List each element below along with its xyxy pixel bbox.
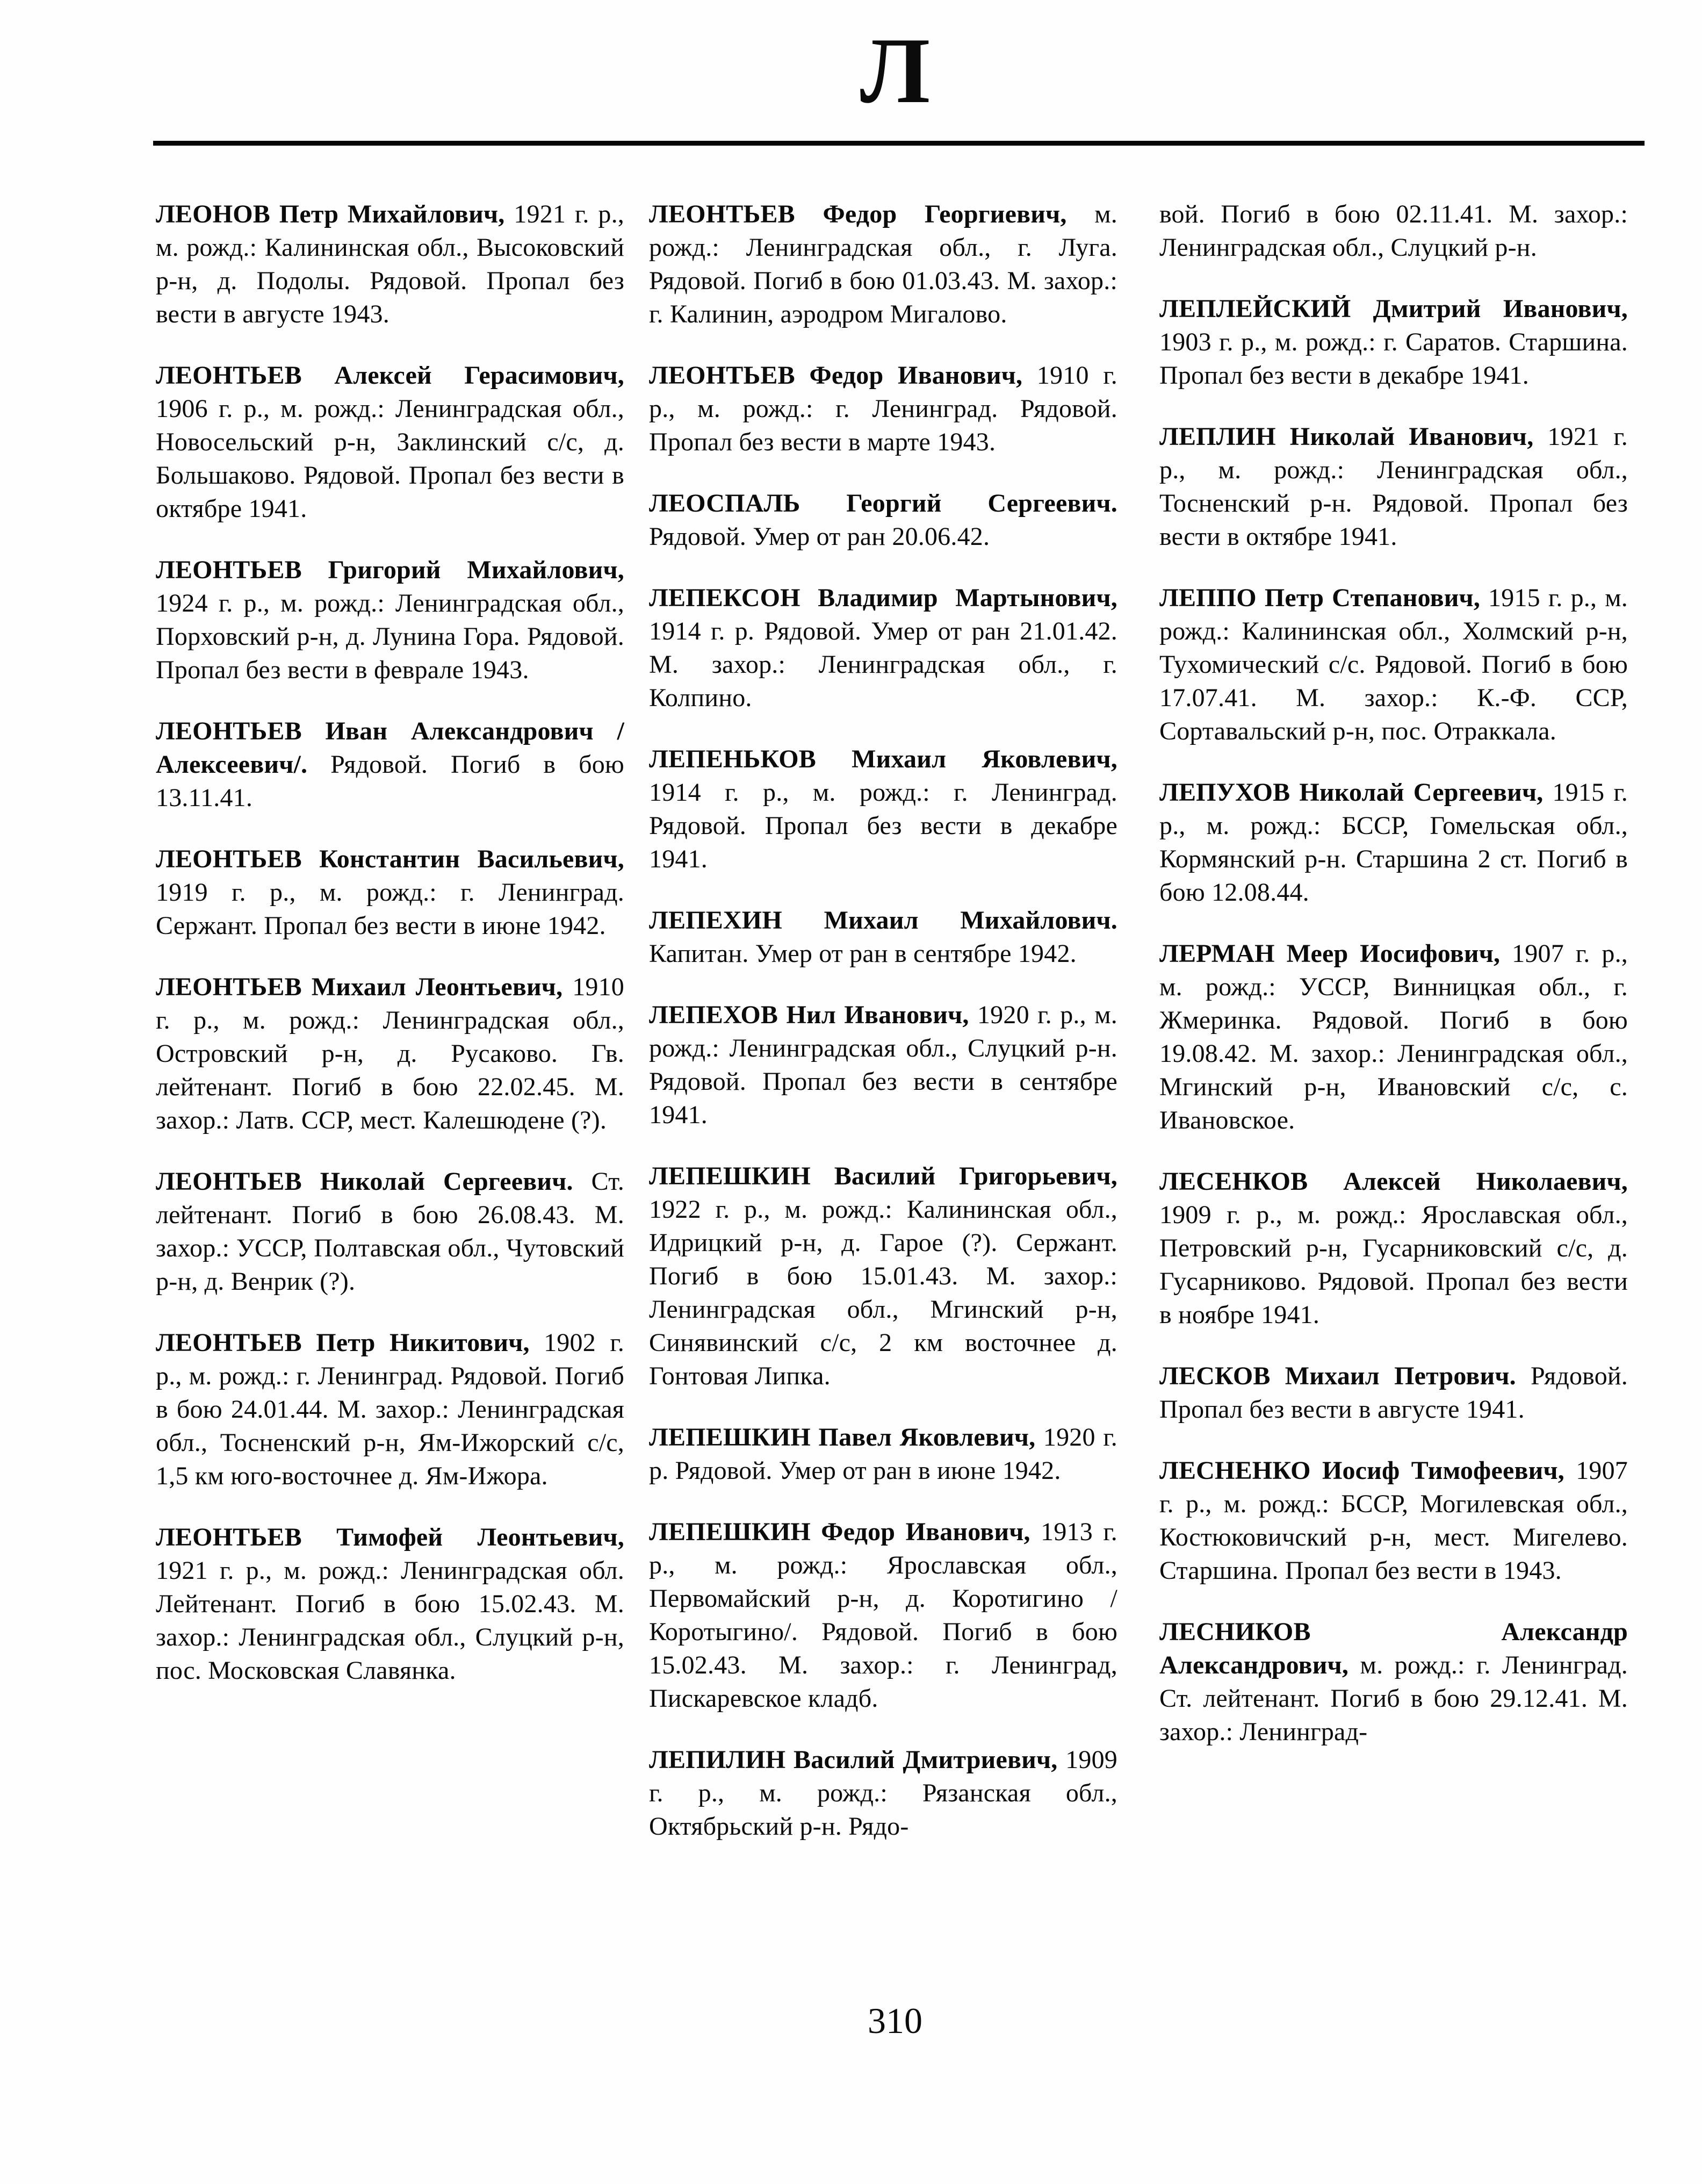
memorial-entry — [1159, 937, 1628, 1137]
memorial-entry — [649, 1421, 1117, 1488]
text-column-2 — [649, 198, 1117, 1843]
memorial-entry — [156, 1521, 624, 1687]
memorial-entry — [156, 843, 624, 943]
entry-name: ЛЕОНТЬЕВ Федор Георгиевич, — [649, 200, 1067, 228]
entry-text: Ст. лейтенант. Погиб в бою 26.08.43. М. захор.: УССР, Полтавская обл., Чутовский р-н, д. Венрик (?). — [156, 1167, 624, 1296]
entry-text: 1915 г. р., м. рожд.: Калининская обл., Холмский р-н, Тухомический с/с. Рядовой. Погиб в бою 17.07.41. М. захор.: К.-Ф. ССР, Сортавальский р-н, пос. Отраккала. — [1159, 584, 1628, 745]
entry-text: Рядовой. Погиб в бою 13.11.41. — [156, 750, 624, 812]
entry-text: 1909 г. р., м. рожд.: Ярославская обл., Петровский р-н, Гусарниковский с/с, д. Гусарниково. Рядовой. Пропал без вести в ноябре 1941. — [1159, 1201, 1628, 1329]
memorial-entry — [156, 198, 624, 331]
entry-text: 1907 г. р., м. рожд.: УССР, Винницкая обл., г. Жмеринка. Рядовой. Погиб в бою 19.08.42. М. захор.: Ленинградская обл., Мгинский р-н, Ивановский с/с, с. Ивановское. — [1159, 939, 1628, 1134]
entry-text: вой. Погиб в бою 02.11.41. М. захор.: Ленинградская обл., Слуцкий р-н. — [1159, 200, 1628, 262]
entry-text: 1921 г. р., м. рожд.: Ленинградская обл., Тосненский р-н. Рядовой. Пропал без вести в октябре 1941. — [1159, 422, 1628, 551]
entry-text: Рядовой. Умер от ран 20.06.42. — [649, 522, 990, 551]
memorial-entry — [1159, 420, 1628, 554]
entry-text: 1914 г. р. Рядовой. Умер от ран 21.01.42. М. захор.: Ленинградская обл., г. Колпино. — [649, 617, 1117, 712]
memorial-entry — [649, 198, 1117, 331]
section-letter: Л — [860, 18, 931, 123]
memorial-entry — [156, 1165, 624, 1298]
memorial-entry — [156, 359, 624, 526]
memorial-entry — [156, 554, 624, 687]
entry-name: ЛЕОНТЬЕВ Алексей Герасимович, — [156, 361, 624, 390]
text-column-1 — [156, 198, 624, 1687]
memorial-entry — [649, 359, 1117, 459]
entry-name: ЛЕПЕКСОН Владимир Мартынович, — [649, 584, 1117, 612]
entry-text: 1910 г. р., м. рожд.: г. Ленинград. Рядовой. Пропал без вести в марте 1943. — [649, 361, 1117, 456]
text-column-3 — [1159, 198, 1628, 1749]
entry-text: 1909 г. р., м. рожд.: Рязанская обл., Октябрьский р-н. Рядо- — [649, 1745, 1117, 1841]
entry-name: ЛЕОНТЬЕВ Иван Александрович /Алексеевич/. — [156, 717, 624, 779]
memorial-entry — [1159, 1615, 1628, 1749]
entry-name: ЛЕПИЛИН Василий Дмитриевич, — [649, 1745, 1058, 1774]
entry-text: 1922 г. р., м. рожд.: Калининская обл., Идрицкий р-н, д. Гарое (?). Сержант. Погиб в бою 15.01.43. М. захор.: Ленинградская обл., Мгинский р-н, Синявинский с/с, 2 км восточнее д. Гонтовая Липка. — [649, 1195, 1117, 1390]
entry-name: ЛЕПЛИН Николай Иванович, — [1159, 422, 1534, 451]
entry-text: Капитан. Умер от ран в сентябре 1942. — [649, 939, 1077, 968]
entry-name: ЛЕОНТЬЕВ Михаил Леонтьевич, — [156, 973, 563, 1001]
entry-text: 1921 г. р., м. рожд.: Калининская обл., Высоковский р-н, д. Подолы. Рядовой. Пропал без вести в августе 1943. — [156, 200, 624, 328]
entry-text: 1907 г. р., м. рожд.: БССР, Могилевская обл., Костюковичский р-н, мест. Мигелево. Старшина. Пропал без вести в 1943. — [1159, 1456, 1628, 1585]
page-number: 310 — [868, 2000, 922, 2041]
memorial-entry — [156, 1326, 624, 1493]
entry-name: ЛЕПЕШКИН Павел Яковлевич, — [649, 1423, 1036, 1452]
memorial-entry — [1159, 198, 1628, 264]
entry-text: 1910 г. р., м. рожд.: Ленинградская обл., Островский р-н, д. Русаково. Гв. лейтенант. Погиб в бою 22.02.45. М. захор.: Латв. ССР, мест. Калешюдене (?). — [156, 973, 624, 1134]
memorial-entry — [156, 715, 624, 815]
entry-name: ЛЕППО Петр Степанович, — [1159, 584, 1481, 612]
memorial-entry — [1159, 1165, 1628, 1332]
entry-name: ЛЕПУХОВ Николай Сергеевич, — [1159, 778, 1544, 807]
entry-text: 1903 г. р., м. рожд.: г. Саратов. Старшина. Пропал без вести в декабре 1941. — [1159, 328, 1628, 390]
entry-text: 1920 г. р. Рядовой. Умер от ран в июне 1942. — [649, 1423, 1117, 1485]
entry-name: ЛЕСНИКОВ Александр Александрович, — [1159, 1618, 1628, 1679]
entry-text: м. рожд.: Ленинградская обл., г. Луга. Рядовой. Погиб в бою 01.03.43. М. захор.: г. Калинин, аэродром Мигалово. — [649, 200, 1117, 328]
entry-name: ЛЕПЕХОВ Нил Иванович, — [649, 1001, 969, 1029]
memorial-entry — [649, 1743, 1117, 1843]
entry-name: ЛЕСНЕНКО Иосиф Тимофеевич, — [1159, 1456, 1564, 1485]
entry-text: 1902 г. р., м. рожд.: г. Ленинград. Рядовой. Погиб в бою 24.01.44. М. захор.: Ленинградская обл., Тосненский р-н, Ям-Ижорский с/с, 1,5 км юго-восточнее д. Ям-Ижора. — [156, 1328, 624, 1490]
memorial-entry — [1159, 1360, 1628, 1426]
entry-text: м. рожд.: г. Ленинград. Ст. лейтенант. Погиб в бою 29.12.41. М. захор.: Ленинград- — [1159, 1651, 1628, 1746]
entry-text: 1906 г. р., м. рожд.: Ленинградская обл., Новосельский р-н, Заклинский с/с, д. Большаково. Рядовой. Пропал без вести в октябре 1941. — [156, 394, 624, 523]
entry-name: ЛЕПЛЕЙСКИЙ Дмитрий Иванович, — [1159, 294, 1628, 323]
entry-name: ЛЕОНОВ Петр Михайлович, — [156, 200, 505, 228]
entry-name: ЛЕОНТЬЕВ Тимофей Леонтьевич, — [156, 1523, 624, 1551]
memorial-entry — [649, 904, 1117, 971]
memorial-entry — [649, 581, 1117, 715]
entry-text: 1921 г. р., м. рожд.: Ленинградская обл. Лейтенант. Погиб в бою 15.02.43. М. захор.: Ленинградская обл., Слуцкий р-н, пос. Московская Славянка. — [156, 1556, 624, 1685]
memorial-entry — [649, 998, 1117, 1132]
memorial-entry — [1159, 776, 1628, 909]
memorial-entry — [649, 1160, 1117, 1393]
memorial-entry — [1159, 292, 1628, 392]
entry-name: ЛЕПЕШКИН Василий Григорьевич, — [649, 1162, 1117, 1190]
entry-name: ЛЕОНТЬЕВ Григорий Михайлович, — [156, 556, 624, 584]
entry-name: ЛЕСЕНКОВ Алексей Николаевич, — [1159, 1167, 1628, 1196]
memorial-entry — [1159, 1454, 1628, 1587]
entry-text: 1920 г. р., м. рожд.: Ленинградская обл., Слуцкий р-н. Рядовой. Пропал без вести в сентябре 1941. — [649, 1001, 1118, 1129]
entry-name: ЛЕОНТЬЕВ Федор Иванович, — [649, 361, 1023, 390]
entry-name: ЛЕСКОВ Михаил Петрович. — [1159, 1362, 1516, 1390]
memorial-entry — [649, 743, 1117, 876]
entry-name: ЛЕОСПАЛЬ Георгий Сергеевич. — [649, 489, 1117, 518]
entry-name: ЛЕОНТЬЕВ Петр Никитович, — [156, 1328, 530, 1357]
entry-name: ЛЕПЕШКИН Федор Иванович, — [649, 1518, 1030, 1546]
entry-name: ЛЕРМАН Меер Иосифович, — [1159, 939, 1501, 968]
entry-name: ЛЕОНТЬЕВ Николай Сергеевич. — [156, 1167, 573, 1196]
entry-name: ЛЕОНТЬЕВ Константин Васильевич, — [156, 845, 624, 873]
entry-text: 1919 г. р., м. рожд.: г. Ленинград. Сержант. Пропал без вести в июне 1942. — [156, 878, 624, 940]
entry-text: 1913 г. р., м. рожд.: Ярославская обл., Первомайский р-н, д. Коротигино /Коротыгино/. Рядовой. Погиб в бою 15.02.43. М. захор.: г. Ленинград, Пискаревское кладб. — [649, 1518, 1117, 1713]
entry-name: ЛЕПЕХИН Михаил Михайлович. — [649, 906, 1117, 935]
memorial-entry — [649, 487, 1117, 554]
entry-text: Рядовой. Пропал без вести в августе 1941. — [1159, 1362, 1628, 1424]
entry-name: ЛЕПЕНЬКОВ Михаил Яковлевич, — [649, 745, 1117, 773]
header-rule — [153, 141, 1645, 146]
memorial-entry — [1159, 581, 1628, 748]
memorial-entry — [156, 971, 624, 1137]
entry-text: 1915 г. р., м. рожд.: БССР, Гомельская обл., Кормянский р-н. Старшина 2 ст. Погиб в бою 12.08.44. — [1159, 778, 1628, 907]
memorial-entry — [649, 1515, 1117, 1715]
entry-text: 1914 г. р., м. рожд.: г. Ленинград. Рядовой. Пропал без вести в декабре 1941. — [649, 778, 1117, 873]
entry-text: 1924 г. р., м. рожд.: Ленинградская обл., Порховский р-н, д. Лунина Гора. Рядовой. Пропал без вести в феврале 1943. — [156, 589, 624, 684]
